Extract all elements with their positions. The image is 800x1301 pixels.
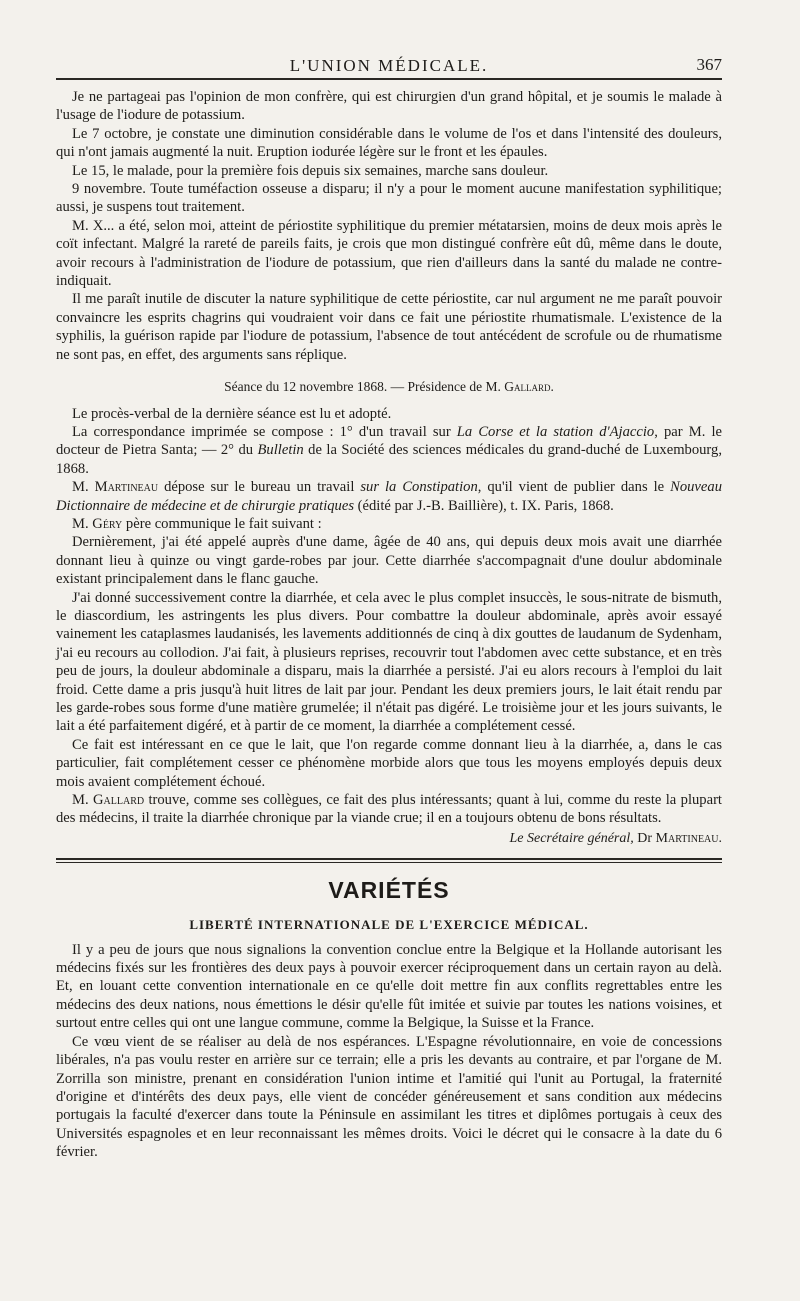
person-name: Géry (92, 515, 123, 532)
work-title: Nouveau Dictionnaire de médecine et de chirurgie pratiques (56, 479, 722, 514)
secretary-name: Martineau (655, 830, 719, 846)
varietes-article (56, 941, 722, 1162)
paragraph: M. Martineau dépose sur le bureau un travail sur la Constipation, qu'il vient de publier dans le Nouveau Dictionnaire de médecine et de chirurgie pratiques (édité par J.-B. Baillière), t. IX. Paris, 1868. (56, 479, 722, 514)
president-name: Gallard (504, 379, 551, 395)
paragraph: M. X... a été, selon moi, atteint de périostite syphilitique du premier métatarsien, moins de deux mois après le coït infectant. Malgré la rareté de pareils faits, je crois que mon distingué confrère eût dû, même dans le doute, avoir recours à l'administration de l'iodure de potassium, que rien d'ailleurs dans la santé du malade ne contre-indiquait. (56, 217, 722, 290)
paragraph: Dernièrement, j'ai été appelé auprès d'une dame, âgée de 40 ans, qui depuis deux mois avait une diarrhée donnant lieu à quinze ou vingt garde-robes par jour. Cette diarrhée s'accompagnait d'une doulur abdominale existant principalement dans le flanc gauche. (56, 534, 722, 588)
paragraph: Le 7 octobre, je constate une diminution considérable dans le volume de l'os et dans l'intensité des douleurs, qui n'ont jamais augmenté la nuit. Eruption iodurée légère sur le front et les épaules. (56, 125, 722, 161)
paragraph: M. Géry père communique le fait suivant : (72, 515, 322, 532)
paragraph: M. Gallard trouve, comme ses collègues, ce fait des plus intéressants; quant à lui, comme du reste la plupart des médecins, il traite la diarrhée chronique par la viande crue; il en a toujours obtenu de bons résultats. (56, 792, 722, 827)
article-title: LIBERTÉ INTERNATIONALE DE L'EXERCICE MÉDICAL. (189, 917, 589, 933)
section-divider (56, 858, 722, 863)
paragraph: Ce vœu vient de se réaliser au delà de nos espérances. L'Espagne révolutionnaire, en voie de concessions libérales, n'a pas voulu rester en arrière sur ce terrain; elle a pris les devants au contraire, et par l'organe de M. Zorrilla son ministre, prenant en considération l'union intime et l'amitié qui l'unit au Portugal, la fraternité d'origine et d'intérêts des deux pays, elle vient de concéder généreusement et sans condition aux médecins portugais la faculté d'exercer dans toute la Péninsule en assimilant les titres et diplômes portugais à ceux des Universités espagnoles et en leur reconnaissant les mêmes droits. Voici le décret qui le consacre à la date du 6 février. (56, 1033, 722, 1161)
paragraph: 9 novembre. Toute tuméfaction osseuse a disparu; il n'y a pour le moment aucune manifestation syphilitique; aussi, je suspens tout traitement. (56, 181, 722, 216)
journal-name: Bulletin (257, 442, 304, 459)
work-title: sur la Constipation (360, 479, 478, 496)
seance-heading: Séance du 12 novembre 1868. — Présidence de M. Gallard. (224, 379, 554, 395)
section-title: VARIÉTÉS (328, 877, 450, 904)
journal-title: L'UNION MÉDICALE. (289, 56, 489, 75)
paragraph: Il y a peu de jours que nous signalions la convention conclue entre la Belgique et la Hollande autorisant les médecins fixés sur les frontières des deux pays à pouvoir exercer réciproquement dans un certain rayon au delà. Et, en louant cette convention internationale en ce qu'elle doit mettre fin aux conflits regrettables entre les médecins des deux nations, nous émettions le désir qu'elle fût imitée et suivie par toutes les nations voisines, et surtout entre celles qui ont une langue commune, comme la Belgique, la Suisse et la France. (56, 941, 722, 1032)
person-name: Gallard (93, 792, 145, 809)
case-report-continuation (56, 88, 722, 364)
person-name: Martineau (94, 479, 159, 496)
paragraph: Le procès-verbal de la dernière séance est lu et adopté. (72, 405, 392, 422)
page-number: 367 (696, 55, 722, 74)
meeting-minutes (56, 405, 722, 849)
running-header (56, 52, 722, 80)
paragraph: Je ne partageai pas l'opinion de mon confrère, qui est chirurgien d'un grand hôpital, et je soumis le malade à l'usage de l'iodure de potassium. (56, 89, 722, 124)
signature: Le Secrétaire général, Dr Martineau. (509, 830, 722, 846)
paragraph: J'ai donné successivement contre la diarrhée, et cela avec le plus complet insuccès, le sous-nitrate de bismuth, le diascordium, les astringents les plus divers. Pour combattre la douleur abdominale, après avoir essayé vainement les cataplasmes laudanisés, les lavements additionnés de cinq à dix gouttes de laudanum de Sydenham, j'ai eu recours au collodion. J'ai fait, à plusieurs reprises, recouvrir tout l'abdomen avec cette substance, et en très peu de jours, la douleur abdominale a disparu, mais la diarrhée a persisté. J'ai eu alors recours à l'emploi du lait froid. Cette dame a pris jusqu'à huit litres de lait par jour. Pendant les deux premiers jours, le lait était rendu par les garde-robes sous forme d'une matière grumelée; il n'était pas digéré. Le troisième jour et les jours suivants, le lait a été parfaitement digéré, et à partir de ce moment, la diarrhée a complétement cessé. (56, 589, 722, 735)
paragraph: Ce fait est intéressant en ce que le lait, que l'on regarde comme donnant lieu à la diarrhée, a, dans le cas particulier, fait complétement cesser ce phénomène morbide alors que tous les moyens employés depuis deux mois avaient complétement échoué. (56, 736, 722, 790)
work-title: La Corse et la station d'Ajaccio (456, 423, 655, 440)
paragraph: Le 15, le malade, pour la première fois depuis six semaines, marche sans douleur. (72, 162, 549, 179)
paragraph: Il me paraît inutile de discuter la nature syphilitique de cette périostite, car nul argument ne me paraît pouvoir convaincre les esprits chagrins qui voudraient voir dans ce fait une périostite rhumatismale. L'existence de la syphilis, la guérison rapide par l'iodure de potassium, l'absence de tout antécédent de scrofule ou de rhumatisme ne sont pas, en effet, des arguments sans réplique. (56, 291, 722, 363)
paragraph: La correspondance imprimée se compose : 1° d'un travail sur La Corse et la station d'Ajaccio, par M. le docteur de Pietra Santa; — 2° du Bulletin de la Société des sciences médicales du grand-duché de Luxembourg, 1868. (56, 423, 722, 477)
